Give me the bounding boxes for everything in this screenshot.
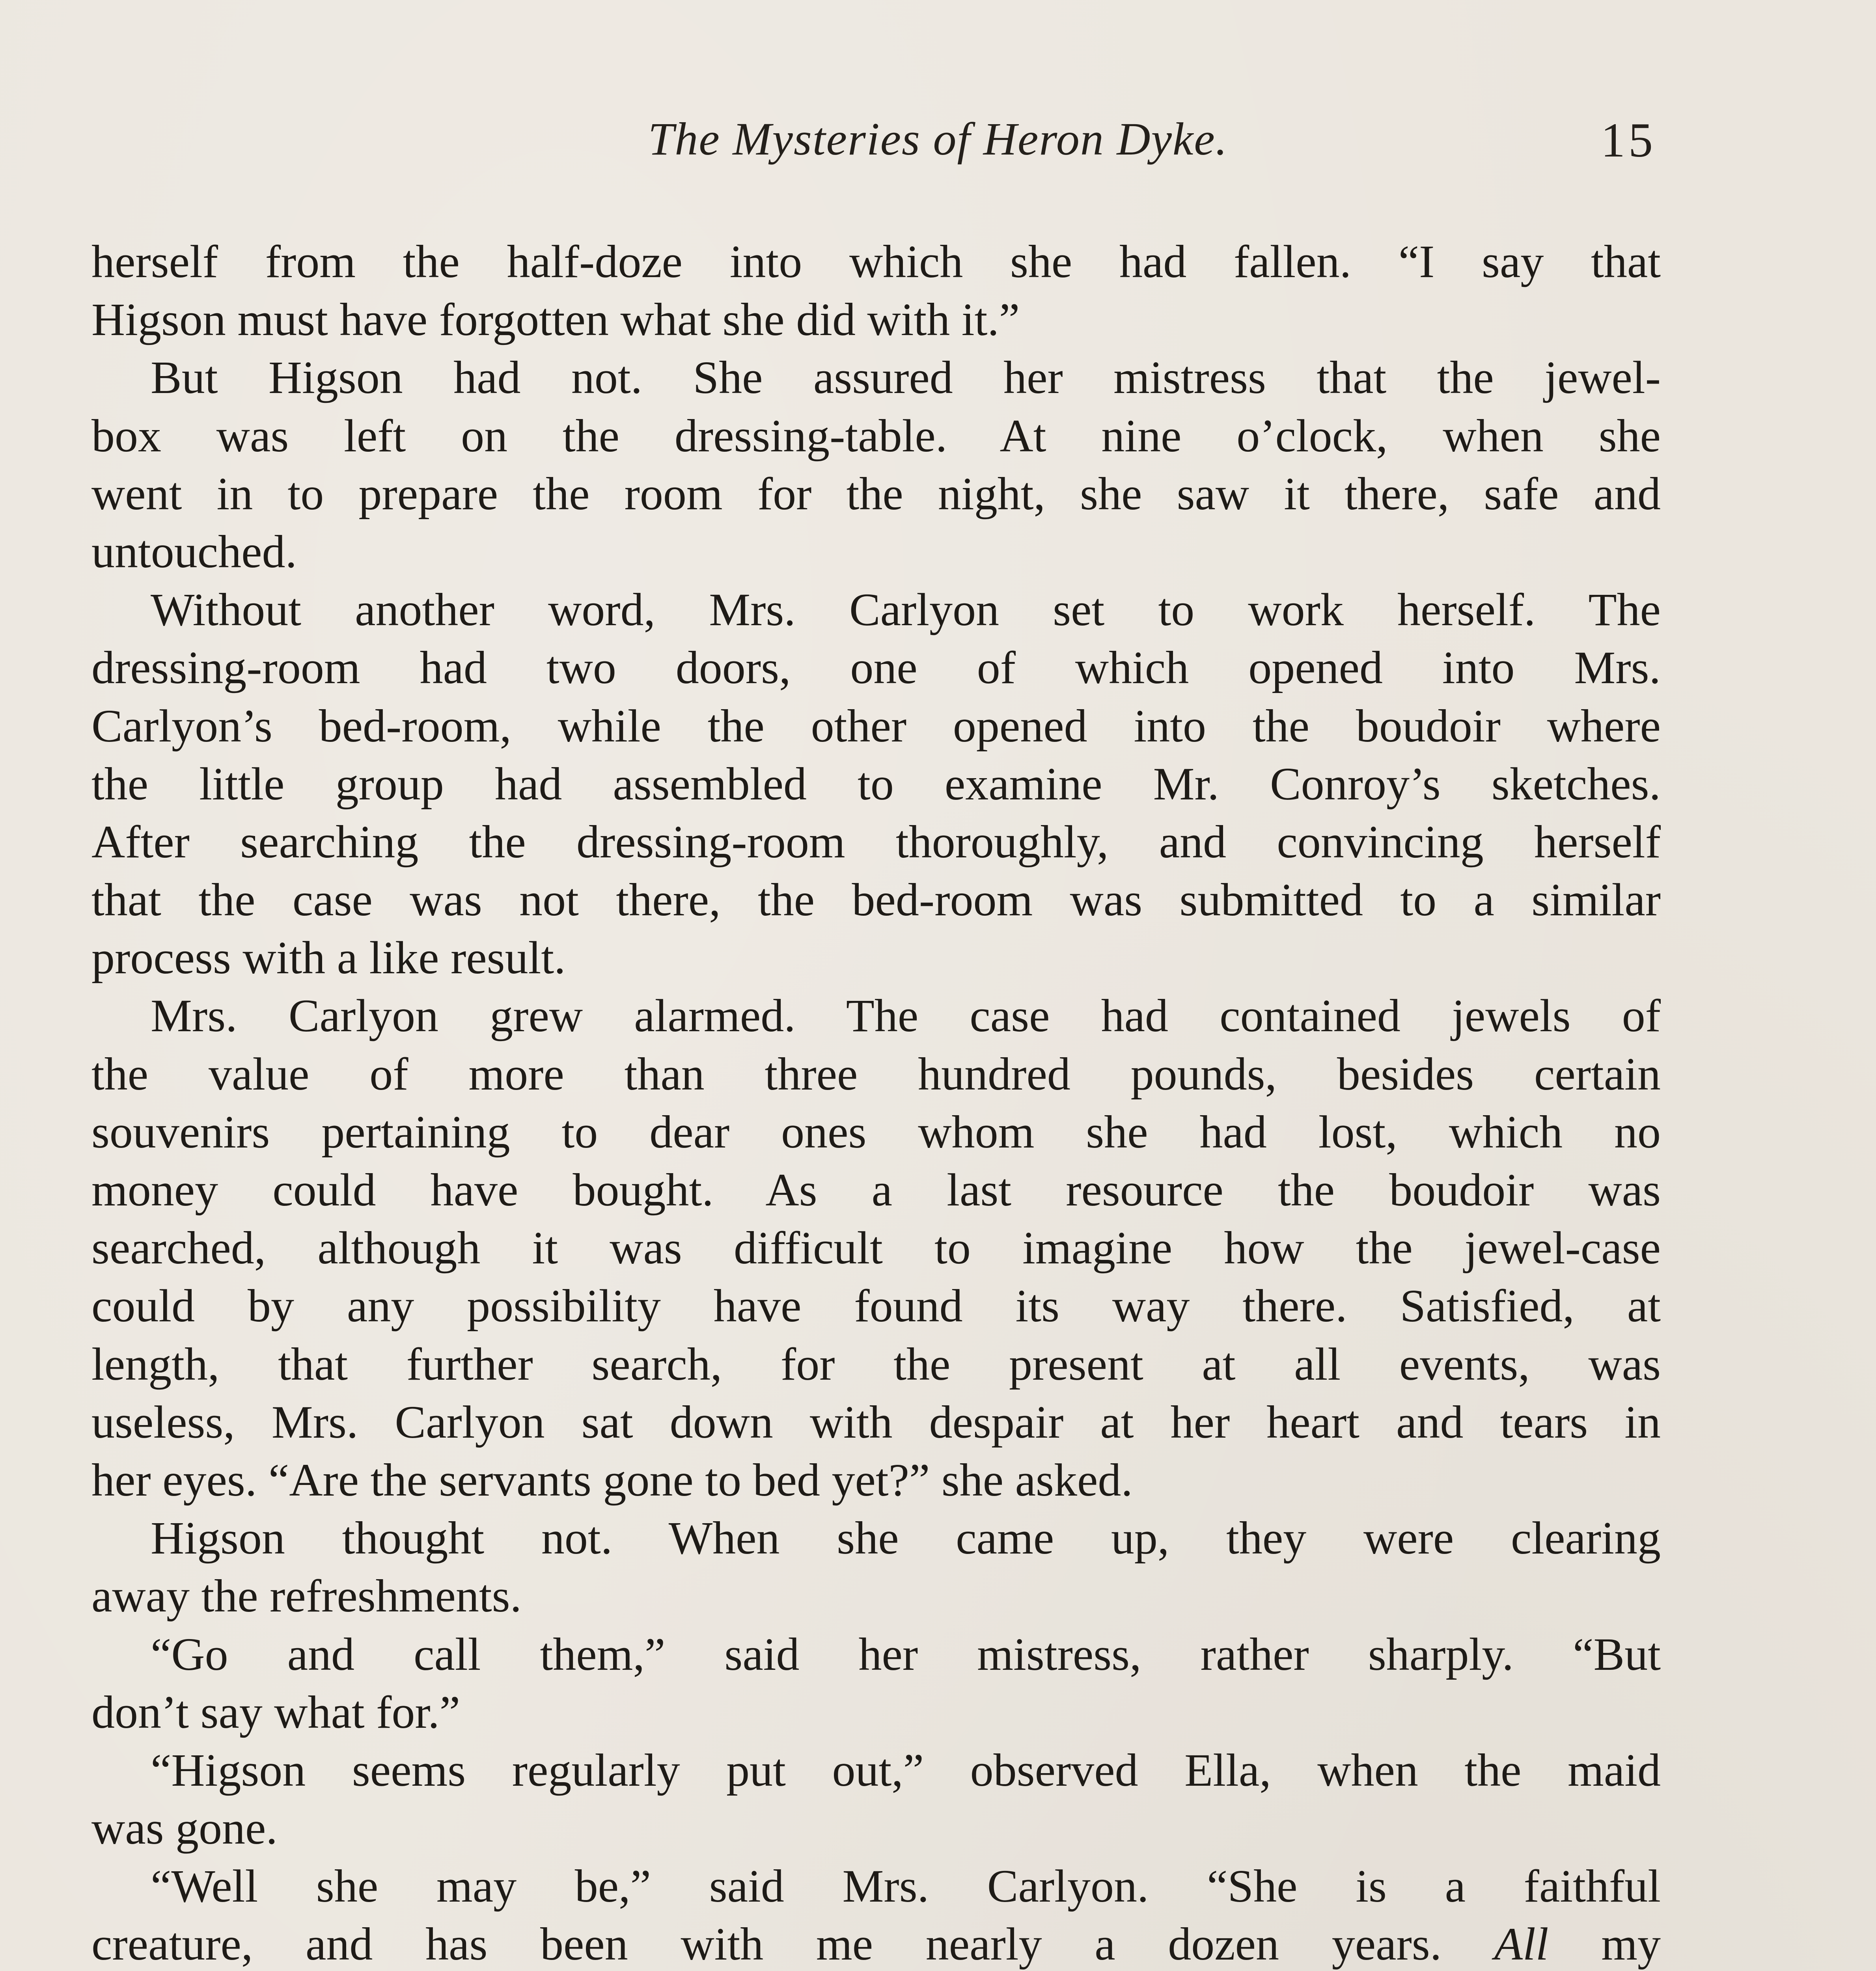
text-line: “Go and call them,” said her mistress, rather sharply. “But <box>151 1628 1661 1680</box>
text-line: the value of more than three hundred pounds, besides certain <box>91 1048 1661 1100</box>
text-line: useless, Mrs. Carlyon sat down with despair at her heart and tears in <box>91 1396 1661 1448</box>
text-line: untouched. <box>91 525 297 578</box>
text-line: “Higson seems regularly put out,” observed Ella, when the maid <box>151 1744 1661 1796</box>
body-text <box>91 233 1661 1971</box>
running-head <box>0 112 1876 179</box>
text-line: creature, and has been with me nearly a dozen years. All my <box>91 1918 1661 1970</box>
text-line: After searching the dressing-room thoroughly, and convincing herself <box>91 816 1661 868</box>
text-line: could by any possibility have found its way there. Satisfied, at <box>91 1280 1661 1332</box>
text-line: box was left on the dressing-table. At nine o’clock, when she <box>91 410 1661 462</box>
text-line: was gone. <box>91 1802 278 1854</box>
emphasis-all: All <box>1494 1918 1549 1970</box>
text-line: don’t say what for.” <box>91 1686 461 1738</box>
page-number: 15 <box>1601 113 1656 167</box>
text-line: away the refreshments. <box>91 1570 522 1622</box>
text-line: the little group had assembled to examine Mr. Conroy’s sketches. <box>91 758 1661 810</box>
text-line: length, that further search, for the present at all events, was <box>91 1338 1661 1390</box>
text-line: Mrs. Carlyon grew alarmed. The case had contained jewels of <box>151 990 1661 1042</box>
text-line: that the case was not there, the bed-room was submitted to a similar <box>91 874 1661 926</box>
text-line: Without another word, Mrs. Carlyon set to work herself. The <box>151 584 1661 636</box>
text-line: money could have bought. As a last resource the boudoir was <box>91 1164 1661 1216</box>
text-line: her eyes. “Are the servants gone to bed yet?” she asked. <box>91 1454 1133 1506</box>
text-line: Higson thought not. When she came up, they were clearing <box>151 1512 1661 1564</box>
text-line: souvenirs pertaining to dear ones whom she had lost, which no <box>91 1106 1661 1158</box>
text-line: Higson must have forgotten what she did with it.” <box>91 294 1020 346</box>
text-line: process with a like result. <box>91 932 566 984</box>
text-line: Carlyon’s bed-room, while the other opened into the boudoir where <box>91 700 1661 752</box>
text-line: But Higson had not. She assured her mistress that the jewel- <box>151 352 1661 404</box>
text-line: herself from the half-doze into which she had fallen. “I say that <box>91 236 1661 287</box>
text-line: dressing-room had two doors, one of which opened into Mrs. <box>91 642 1661 694</box>
text-line: went in to prepare the room for the night, she saw it there, safe and <box>91 468 1661 520</box>
text-line: searched, although it was difficult to imagine how the jewel-case <box>91 1222 1661 1274</box>
text-line: “Well she may be,” said Mrs. Carlyon. “She is a faithful <box>151 1860 1661 1912</box>
running-title: The Mysteries of Heron Dyke. <box>648 113 1228 165</box>
